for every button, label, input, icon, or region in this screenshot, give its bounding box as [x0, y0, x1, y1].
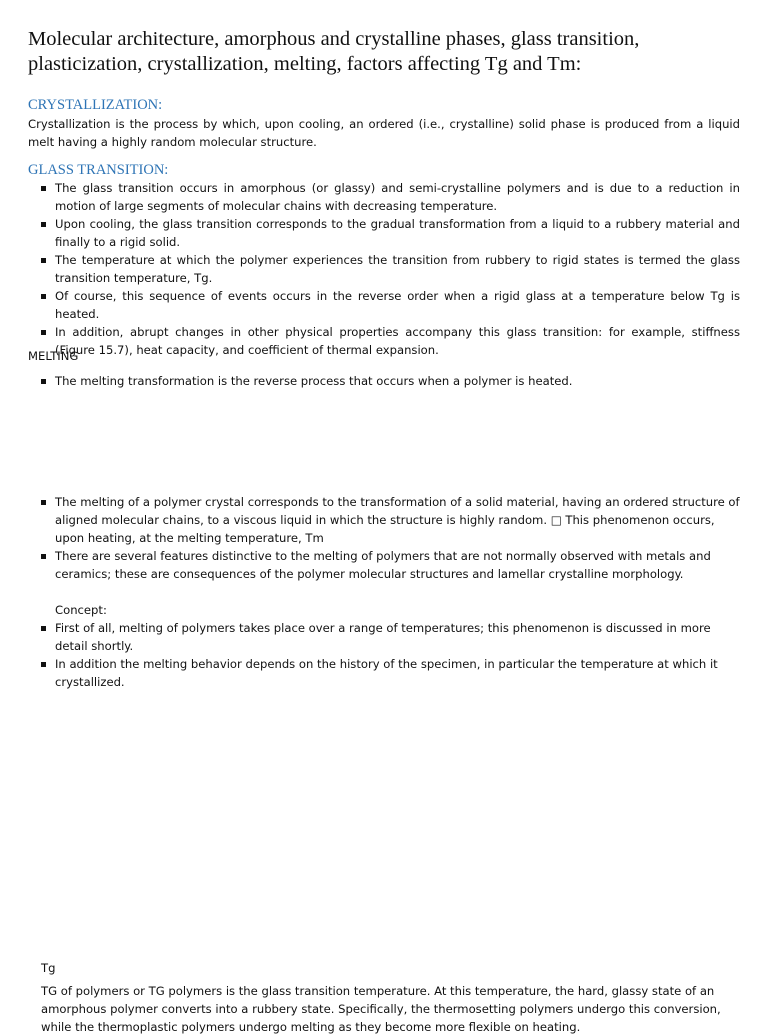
melting-list-second	[28, 493, 740, 583]
bullet-square-icon	[41, 222, 46, 227]
bullet-text: The melting transformation is the reverse process that occurs when a polymer is heated.	[55, 374, 573, 388]
melting-heading: MELTING	[28, 349, 79, 363]
bullet-square-icon	[41, 330, 46, 335]
concept-label: Concept:	[55, 603, 107, 617]
bullet-text: First of all, melting of polymers takes place over a range of temperatures; this phenomenon is discussed in more detail shortly.	[55, 621, 711, 653]
glass-transition-bullet	[28, 323, 740, 359]
tg-paragraph: TG of polymers or TG polymers is the glass transition temperature. At this temperature, the hard, glassy state of an amorphous polymer converts into a rubbery state. Specifically, the thermosetting polymers undergo this conversion, while the thermoplastic polymers undergo melting as they become more flexible on heating.	[41, 984, 721, 1034]
glass-transition-list	[28, 179, 740, 359]
page-title: Molecular architecture, amorphous and crystalline phases, glass transition, plasticization, crystallization, melting, factors affecting Tg and Tm:	[28, 28, 640, 75]
bullet-text: There are several features distinctive to the melting of polymers that are not normally observed with metals and ceramics; these are consequences of the polymer molecular structures and lamellar crystalline morphology.	[55, 549, 711, 581]
bullet-square-icon	[41, 294, 46, 299]
melting-bullet	[28, 547, 740, 583]
bullet-text: In addition the melting behavior depends on the history of the specimen, in particular the temperature at which it crystallized.	[55, 657, 718, 689]
bullet-text: In addition, abrupt changes in other physical properties accompany this glass transition: for example, stiffness (Figure 15.7), heat capacity, and coefficient of thermal expansion.	[55, 325, 740, 357]
bullet-square-icon	[41, 554, 46, 559]
glass-transition-bullet	[28, 251, 740, 287]
concept-bullet	[28, 619, 740, 655]
melting-bullet	[28, 372, 740, 390]
bullet-square-icon	[41, 186, 46, 191]
crystallization-paragraph: Crystallization is the process by which, upon cooling, an ordered (i.e., crystalline) solid phase is produced from a liquid melt having a highly random molecular structure.	[28, 117, 740, 149]
glass-transition-bullet	[28, 179, 740, 215]
crystallization-heading: CRYSTALLIZATION:	[28, 97, 163, 113]
bullet-square-icon	[41, 626, 46, 631]
bullet-square-icon	[41, 662, 46, 667]
glass-transition-bullet	[28, 215, 740, 251]
glass-transition-heading: GLASS TRANSITION:	[28, 162, 169, 178]
bullet-text: The glass transition occurs in amorphous (or glassy) and semi-crystalline polymers and is due to a reduction in motion of large segments of molecular chains with decreasing temperature.	[55, 181, 740, 213]
bullet-text: The temperature at which the polymer experiences the transition from rubbery to rigid states is termed the glass transition temperature, Tg.	[55, 253, 740, 285]
bullet-text: Of course, this sequence of events occurs in the reverse order when a rigid glass at a temperature below Tg is heated.	[55, 289, 740, 321]
bullet-text: Upon cooling, the glass transition corresponds to the gradual transformation from a liquid to a rubbery material and finally to a rigid solid.	[55, 217, 740, 249]
bullet-square-icon	[41, 258, 46, 263]
concept-bullet	[28, 655, 740, 691]
tg-heading: Tg	[41, 961, 56, 975]
bullet-square-icon	[41, 379, 46, 384]
melting-bullet	[28, 493, 740, 547]
bullet-square-icon	[41, 500, 46, 505]
glass-transition-bullet	[28, 287, 740, 323]
bullet-text: The melting of a polymer crystal corresponds to the transformation of a solid material, having an ordered structure of aligned molecular chains, to a viscous liquid in which the structure is highly random. □ This phenomenon occurs, upon heating, at the melting temperature, Tm	[55, 495, 740, 545]
concept-list	[28, 619, 740, 691]
melting-list-first	[28, 372, 740, 390]
